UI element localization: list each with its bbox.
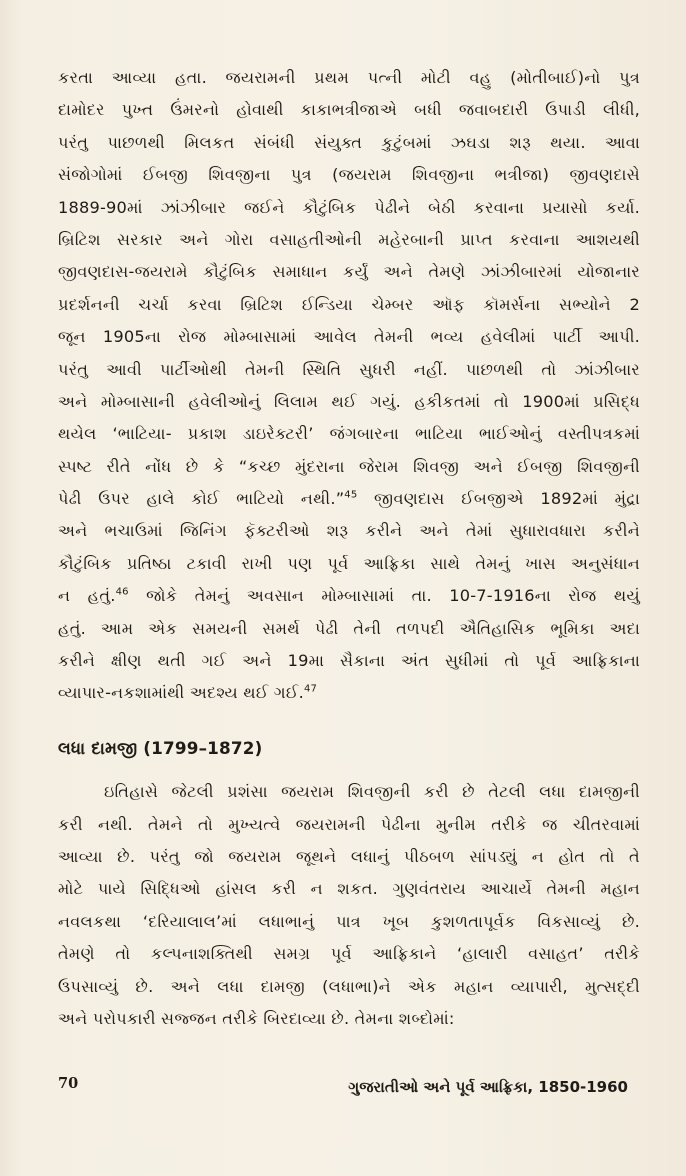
text-line: અને ભચાઉમાં જિનિંગ ફૅક્ટરીઓ શરૂ કરીને અને તેમાં સુધારાવધારા કરીને <box>58 521 640 541</box>
text-fragment: જોકે તેમનું અવસાન મોમ્બાસામાં તા. 10-7-1916ના રોજ થયું <box>128 586 640 606</box>
running-title: ગુજરાતીઓ અને પૂર્વ આફ્રિકા, 1850-1960 <box>348 1078 628 1096</box>
text-line: થયેલ ‘ભાટિયા- પ્રકાશ ડાઇરેક્ટરી’ જંગબારના ભાટિયા ભાઈઓનું વસ્તીપત્રકમાં <box>58 424 640 444</box>
text-line: મોટે પાયે સિદ્ધિઓ હાંસલ કરી ન શકત. ગુણવંતરાય આચાર્યે તેમની મહાન <box>58 879 640 899</box>
text-fragment: વ્યાપાર-નકશામાંથી અદશ્ય થઈ ગઈ. <box>58 683 304 703</box>
text-line: બ્રિટિશ સરકાર અને ગોરા વસાહતીઓની મહેરબાની પ્રાપ્ત કરવાના આશયથી <box>58 229 640 249</box>
text-line: અને પરોપકારી સજ્જન તરીકે બિરદાવ્યા છે. તેમના શબ્દોમાં: <box>58 1008 455 1028</box>
text-line: દામોદર પુખ્ત ઉંમરનો હોવાથી કાકાભત્રીજાએ બધી જવાબદારી ઉપાડી લીધી, <box>58 100 640 120</box>
section-heading: લધા દામજી (1799–1872) <box>58 737 263 758</box>
text-line: હતું. આમ એક સમયની સમર્થ પેઢી તેની તળપદી ઐતિહાસિક ભૂમિકા અદા <box>58 618 640 638</box>
text-line: જૂન 1905ના રોજ મોમ્બાસામાં આવેલ તેમની ભવ્ય હવેલીમાં પાર્ટી આપી. <box>58 327 640 347</box>
text-line: પરંતુ પાછળથી મિલકત સંબંધી સંયુક્ત કુટુંબમાં ઝઘડા શરૂ થયા. આવા <box>58 132 640 152</box>
text-fragment: જીવણદાસ ઈબજીએ 1892માં મુંદ્રા <box>357 489 641 509</box>
text-line: નવલકથા ‘દરિયાલાલ’માં લધાભાનું પાત્ર ખૂબ કુશળતાપૂર્વક વિકસાવ્યું છે. <box>58 911 640 931</box>
text-line: 1889-90માં ઝાંઝીબાર જઈને કૌટુંબિક પેઢીને બેઠી કરવાના પ્રયાસો કર્યા. <box>58 197 640 217</box>
text-line: ઇતિહાસે જેટલી પ્રશંસા જયરામ શિવજીની કરી છે તેટલી લધા દામજીની <box>104 782 640 802</box>
text-fragment: ન હતું. <box>58 586 116 606</box>
text-line: પ્રદર્શનની ચર્ચા કરવા બ્રિટિશ ઈન્ડિયા ચેમ્બર ઑફ કૉમર્સના સભ્યોને 2 <box>58 294 640 314</box>
text-line: સંજોગોમાં ઈબજી શિવજીના પુત્ર (જયરામ શિવજીના ભત્રીજા) જીવણદાસે <box>58 165 640 185</box>
text-line <box>58 580 640 612</box>
text-line <box>58 677 640 709</box>
footnote-ref-45: 45 <box>344 489 358 501</box>
footnote-ref-46: 46 <box>115 586 129 598</box>
text-line: ઉપસાવ્યું છે. અને લધા દામજી (લધાભા)ને એક મહાન વ્યાપારી, મુત્સદ્દી <box>58 976 640 996</box>
text-fragment: પેઢી ઉપર હાલે કોઈ ભાટિયો નથી.” <box>58 489 345 509</box>
text-line: સ્પષ્ટ રીતે નોંધ છે કે “કચ્છ મુંદરાના જેરામ શિવજી અને ઈબજી શિવજીની <box>58 456 640 476</box>
body-text <box>58 62 640 1035</box>
text-line: અને મોમ્બાસાની હવેલીઓનું લિલામ થઈ ગયું. હકીકતમાં તો 1900માં પ્રસિદ્ધ <box>58 391 640 411</box>
text-line: કરીને ક્ષીણ થતી ગઈ અને 19મા સૈકાના અંત સુધીમાં તો પૂર્વ આફ્રિકાના <box>58 651 640 671</box>
text-line: કૌટુંબિક પ્રતિષ્ઠા ટકાવી રાખી પણ પૂર્વ આફ્રિકા સાથે તેમનું ખાસ અનુસંધાન <box>58 553 640 573</box>
text-line <box>58 483 640 515</box>
text-line: કરી નથી. તેમને તો મુખ્યત્વે જયરામની પેઢીના મુનીમ તરીકે જ ચીતરવામાં <box>58 814 640 834</box>
text-line: કરતા આવ્યા હતા. જયરામની પ્રથમ પત્ની મોટી વહુ (મોતીબાઈ)નો પુત્ર <box>58 68 640 87</box>
text-line: પરંતુ આવી પાર્ટીઓથી તેમની સ્થિતિ સુધરી નહીં. પાછળથી તો ઝાંઝીબાર <box>58 359 640 379</box>
text-line: જીવણદાસ-જયરામે કૌટુંબિક સમાધાન કર્યું અને તેમણે ઝાંઝીબારમાં યોજાનાર <box>58 262 640 282</box>
page-number: 70 <box>58 1075 79 1092</box>
text-line: તેમણે તો કલ્પનાશક્તિથી સમગ્ર પૂર્વ આફ્રિકાને ‘હાલારી વસાહત’ તરીકે <box>58 944 640 964</box>
footnote-ref-47: 47 <box>303 684 318 696</box>
text-line: આવ્યા છે. પરંતુ જો જયરામ જૂથને લધાનું પીઠબળ સાંપડ્યું ન હોત તો તે <box>58 846 640 866</box>
